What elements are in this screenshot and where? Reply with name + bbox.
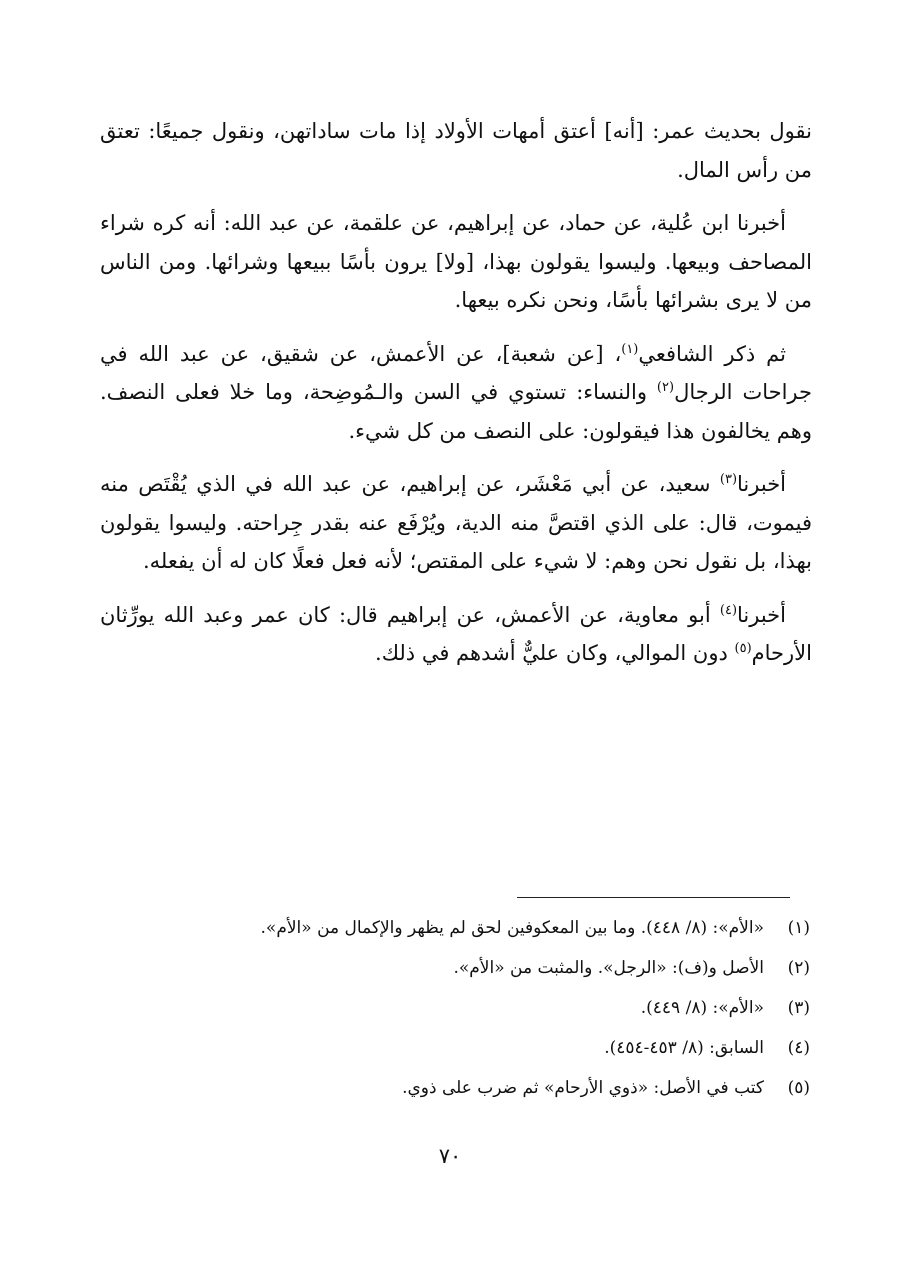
footnote-number: (١) xyxy=(787,918,810,938)
footnote-text: «الأم»: (٨/ ٤٤٨). وما بين المعكوفين لحق لم يظهر والإكمال من «الأم». xyxy=(260,918,764,938)
paragraph-4 xyxy=(100,465,812,581)
footnote-number: (٢) xyxy=(787,958,810,978)
footnote-number: (٣) xyxy=(787,998,810,1018)
footnote-text: «الأم»: (٨/ ٤٤٩). xyxy=(640,998,764,1018)
footnotes-section xyxy=(110,908,810,1108)
footnote-text: السابق: (٨/ ٤٥٣-٤٥٤). xyxy=(604,1038,764,1058)
footnote-marker-4: (٤) xyxy=(719,602,738,618)
main-text xyxy=(100,112,812,688)
paragraph-text: أخبرنا xyxy=(737,602,786,627)
paragraph-3 xyxy=(100,335,812,451)
paragraph-text: ثم ذكر الشافعي xyxy=(638,341,786,366)
footnote-4 xyxy=(110,1028,810,1068)
paragraph-text: والنساء: تستوي في السن والـمُوضِحة، وما خلا فعلى النصف. وهم يخالفون هذا فيقولون: على النصف من كل شيء. xyxy=(100,380,812,443)
footnote-5 xyxy=(110,1068,810,1108)
footnote-1 xyxy=(110,908,810,948)
footnote-marker-3: (٣) xyxy=(719,472,738,487)
footnote-marker-2: (٢) xyxy=(656,380,675,395)
paragraph-text: أخبرنا ابن عُلية، عن حماد، عن إبراهيم، عن علقمة، عن عبد الله: أنه كره شراء المصاحف وبيعها. وليسوا يقولون بهذا، [ولا] يرون بأسًا ببيعها وشرائها. ومن الناس من لا يرى بشرائها بأسًا، ونحن نكره بيعها. xyxy=(100,211,812,312)
paragraph-text: ، [عن شعبة]، عن الأعمش، عن شقيق، عن عبد الله في جراحات الرجال xyxy=(100,341,813,404)
paragraph-1 xyxy=(100,112,812,189)
paragraph-text: دون الموالي، وكان عليٌّ أشدهم في ذلك. xyxy=(375,641,735,665)
paragraph-5 xyxy=(100,596,812,673)
footnote-marker-5: (٥) xyxy=(734,641,752,656)
paragraph-text: أبو معاوية، عن الأعمش، عن إبراهيم قال: كان عمر وعبد الله يورِّثان الأرحام xyxy=(100,602,812,665)
paragraph-text: أخبرنا xyxy=(737,472,787,496)
footnote-text: كتب في الأصل: «ذوي الأرحام» ثم ضرب على ذوي. xyxy=(402,1078,764,1098)
footnote-3 xyxy=(110,988,810,1028)
footnote-number: (٤) xyxy=(787,1038,810,1058)
footnote-divider xyxy=(517,897,790,898)
footnote-number: (٥) xyxy=(787,1078,810,1098)
footnote-2 xyxy=(110,948,810,988)
paragraph-2 xyxy=(100,204,812,320)
paragraph-text: سعيد، عن أبي مَعْشَر، عن إبراهيم، عن عبد الله في الذي يُقْتَص منه فيموت، قال: على الذي اقتصَّ منه الدية، ويُرْفَع عنه بقدر جِراحته. وليسوا يقولون بهذا، بل نقول نحن وهم: لا شيء على المقتص؛ لأنه فعل فعلًا كان له أن يفعله. xyxy=(100,472,812,573)
footnote-marker-1: (١) xyxy=(621,341,639,357)
paragraph-text: نقول بحديث عمر: [أنه] أعتق أمهات الأولاد إذا مات ساداتهن، ونقول جميعًا: تعتق من رأس المال. xyxy=(100,119,812,182)
page-number: ٧٠ xyxy=(438,1144,462,1168)
footnote-text: الأصل و(ف): «الرجل». والمثبت من «الأم». xyxy=(453,958,764,978)
